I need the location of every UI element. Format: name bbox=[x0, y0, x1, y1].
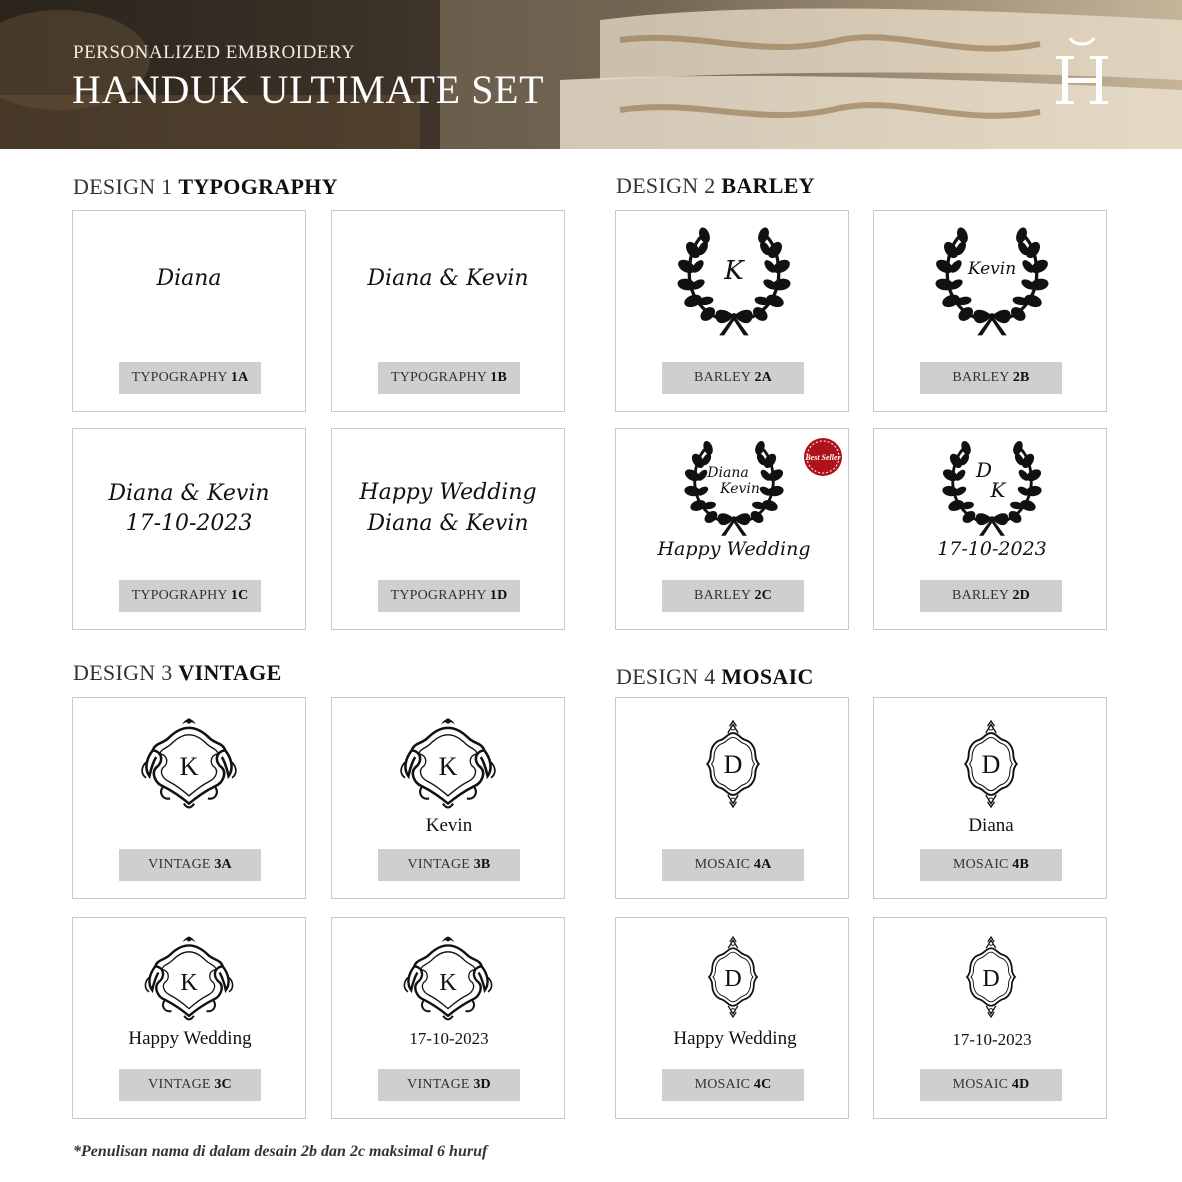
design-label: TYPOGRAPHY 1C bbox=[119, 580, 261, 612]
preview-caption: 17-10-2023 bbox=[409, 1029, 489, 1048]
design-card-typography-1a[interactable] bbox=[72, 210, 306, 412]
embroidery-preview bbox=[73, 918, 305, 1068]
header-subtitle: PERSONALIZED EMBROIDERY bbox=[73, 42, 356, 63]
preview-monogram: K bbox=[439, 970, 457, 996]
preview-caption: 17-10-2023 bbox=[952, 1030, 1032, 1049]
preview-caption: Diana bbox=[968, 815, 1014, 836]
design-card-barley-2c[interactable] bbox=[615, 428, 849, 630]
section-title-mosaic: DESIGN 4 MOSAIC bbox=[616, 664, 814, 689]
section-title-vintage: DESIGN 3 VINTAGE bbox=[73, 660, 282, 685]
design-card-typography-1b[interactable] bbox=[331, 210, 565, 412]
preview-monogram: D bbox=[982, 966, 1000, 992]
design-label: MOSAIC 4D bbox=[920, 1069, 1062, 1101]
design-card-typography-1d[interactable] bbox=[331, 428, 565, 630]
design-card-mosaic-4c[interactable] bbox=[615, 917, 849, 1119]
preview-caption: Kevin bbox=[425, 815, 473, 836]
design-label: VINTAGE 3D bbox=[378, 1069, 520, 1101]
design-card-mosaic-4a[interactable] bbox=[615, 697, 849, 899]
design-label: MOSAIC 4B bbox=[920, 849, 1062, 881]
design-card-vintage-3c[interactable] bbox=[72, 917, 306, 1119]
design-card-barley-2d[interactable] bbox=[873, 428, 1107, 630]
design-label: TYPOGRAPHY 1D bbox=[378, 580, 520, 612]
design-card-vintage-3d[interactable] bbox=[331, 917, 565, 1119]
preview-monogram: K bbox=[438, 752, 458, 781]
design-label: VINTAGE 3B bbox=[378, 849, 520, 881]
section-title-barley: DESIGN 2 BARLEY bbox=[616, 173, 815, 198]
preview-monogram-top: D bbox=[975, 458, 993, 482]
design-label: BARLEY 2D bbox=[920, 580, 1062, 612]
design-label: BARLEY 2B bbox=[920, 362, 1062, 394]
embroidery-preview bbox=[73, 698, 305, 848]
preview-monogram: K bbox=[180, 970, 198, 996]
preview-monogram: D bbox=[723, 750, 743, 779]
best-seller-badge-icon bbox=[803, 437, 843, 477]
footnote: *Penulisan nama di dalam desain 2b dan 2c maksimal 6 huruf bbox=[73, 1143, 488, 1160]
design-label: TYPOGRAPHY 1B bbox=[378, 362, 520, 394]
embroidery-preview bbox=[332, 429, 564, 579]
section-title-typography: DESIGN 1 TYPOGRAPHY bbox=[73, 174, 338, 199]
embroidery-preview bbox=[616, 211, 848, 361]
embroidery-preview bbox=[616, 698, 848, 848]
design-card-mosaic-4d[interactable] bbox=[873, 917, 1107, 1119]
preview-caption: Happy Wedding bbox=[128, 1028, 252, 1049]
design-label: BARLEY 2A bbox=[662, 362, 804, 394]
best-seller-text: Best Seller bbox=[805, 453, 841, 462]
embroidery-preview bbox=[874, 918, 1106, 1068]
preview-monogram-top: Diana bbox=[707, 465, 749, 481]
preview-caption: Happy Wedding bbox=[673, 1028, 797, 1049]
preview-text: Diana bbox=[156, 266, 222, 291]
embroidery-preview bbox=[874, 211, 1106, 361]
design-card-vintage-3a[interactable] bbox=[72, 697, 306, 899]
design-label: TYPOGRAPHY 1A bbox=[119, 362, 261, 394]
preview-caption: 17-10-2023 bbox=[937, 538, 1047, 560]
preview-monogram-bottom: Kevin bbox=[720, 481, 760, 497]
design-card-mosaic-4b[interactable] bbox=[873, 697, 1107, 899]
embroidery-preview bbox=[332, 698, 564, 848]
preview-monogram: D bbox=[981, 750, 1001, 779]
design-card-vintage-3b[interactable] bbox=[331, 697, 565, 899]
preview-monogram: K bbox=[724, 256, 744, 286]
design-label: MOSAIC 4C bbox=[662, 1069, 804, 1101]
preview-monogram-bottom: K bbox=[990, 478, 1006, 502]
embroidery-preview bbox=[332, 918, 564, 1068]
design-label: VINTAGE 3A bbox=[119, 849, 261, 881]
embroidery-preview bbox=[73, 211, 305, 361]
preview-monogram: K bbox=[179, 752, 199, 781]
embroidery-preview bbox=[616, 918, 848, 1068]
embroidery-preview bbox=[874, 698, 1106, 848]
preview-names: Diana & Kevin bbox=[367, 511, 529, 536]
design-label: MOSAIC 4A bbox=[662, 849, 804, 881]
preview-monogram: Kevin bbox=[967, 259, 1017, 279]
embroidery-preview bbox=[73, 429, 305, 579]
brand-logo-icon bbox=[1052, 34, 1112, 108]
preview-text: Happy Wedding bbox=[359, 480, 537, 505]
barley-wreath-icon bbox=[934, 226, 1050, 335]
design-label: BARLEY 2C bbox=[662, 580, 804, 612]
preview-date: 17-10-2023 bbox=[125, 511, 253, 536]
design-label: VINTAGE 3C bbox=[119, 1069, 261, 1101]
embroidery-preview bbox=[874, 429, 1106, 579]
design-card-typography-1c[interactable] bbox=[72, 428, 306, 630]
preview-monogram: D bbox=[724, 966, 742, 992]
design-card-barley-2b[interactable] bbox=[873, 210, 1107, 412]
preview-text: Diana & Kevin bbox=[108, 481, 270, 506]
header-banner bbox=[0, 0, 1182, 149]
design-card-barley-2a[interactable] bbox=[615, 210, 849, 412]
embroidery-preview bbox=[332, 211, 564, 361]
preview-text: Diana & Kevin bbox=[367, 266, 529, 291]
header-title: HANDUK ULTIMATE SET bbox=[72, 67, 545, 112]
preview-caption: Happy Wedding bbox=[657, 538, 811, 560]
